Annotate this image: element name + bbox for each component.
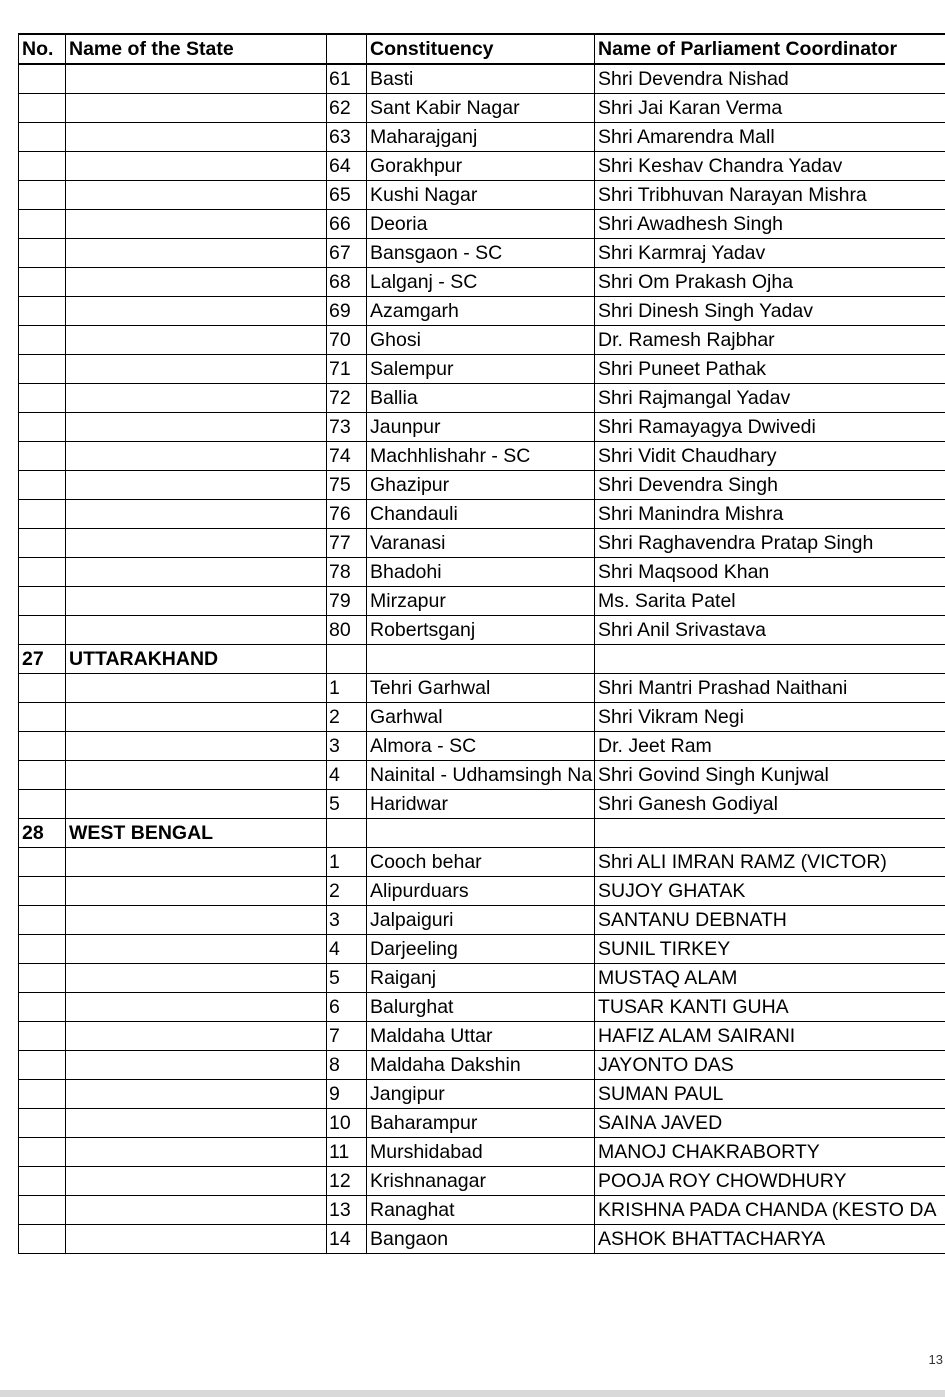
cell-constituency: Sant Kabir Nagar [367, 94, 595, 123]
header-coordinator: Name of Parliament Coordinator [595, 34, 945, 64]
table-row [19, 732, 945, 761]
cell-constituency: Gorakhpur [367, 152, 595, 181]
cell-constituency: Basti [367, 64, 595, 94]
cell-num [327, 645, 367, 674]
cell-constituency: Jalpaiguri [367, 906, 595, 935]
table-row [19, 674, 945, 703]
cell-no [19, 848, 66, 877]
table-row [19, 1051, 945, 1080]
table-row [19, 268, 945, 297]
table-row [19, 558, 945, 587]
cell-constituency: Ghazipur [367, 471, 595, 500]
cell-no [19, 1138, 66, 1167]
cell-constituency: Alipurduars [367, 877, 595, 906]
cell-coordinator: SAINA JAVED [595, 1109, 945, 1138]
cell-state: WEST BENGAL [66, 819, 327, 848]
cell-state [66, 935, 327, 964]
cell-num: 61 [327, 64, 367, 94]
cell-constituency: Chandauli [367, 500, 595, 529]
cell-no [19, 529, 66, 558]
cell-constituency: Bhadohi [367, 558, 595, 587]
table-row [19, 906, 945, 935]
cell-num: 63 [327, 123, 367, 152]
cell-constituency: Cooch behar [367, 848, 595, 877]
cell-state [66, 1196, 327, 1225]
table-row [19, 848, 945, 877]
cell-num: 5 [327, 790, 367, 819]
cell-constituency: Robertsganj [367, 616, 595, 645]
cell-num: 80 [327, 616, 367, 645]
cell-state [66, 877, 327, 906]
table-row [19, 239, 945, 268]
cell-constituency: Varanasi [367, 529, 595, 558]
cell-constituency: Ghosi [367, 326, 595, 355]
table-row [19, 587, 945, 616]
cell-num: 11 [327, 1138, 367, 1167]
cell-no [19, 384, 66, 413]
cell-constituency: Jaunpur [367, 413, 595, 442]
cell-coordinator: Shri Jai Karan Verma [595, 94, 945, 123]
table-row [19, 442, 945, 471]
cell-no [19, 1080, 66, 1109]
cell-no [19, 761, 66, 790]
cell-no [19, 210, 66, 239]
cell-coordinator: SUMAN PAUL [595, 1080, 945, 1109]
cell-constituency: Azamgarh [367, 297, 595, 326]
cell-num: 68 [327, 268, 367, 297]
cell-state [66, 790, 327, 819]
cell-num: 1 [327, 848, 367, 877]
cell-no [19, 790, 66, 819]
cell-state [66, 413, 327, 442]
cell-coordinator: Ms. Sarita Patel [595, 587, 945, 616]
table-row [19, 616, 945, 645]
cell-constituency: Maldaha Uttar [367, 1022, 595, 1051]
table-row [19, 1225, 945, 1254]
cell-no [19, 732, 66, 761]
cell-num: 66 [327, 210, 367, 239]
cell-coordinator: HAFIZ ALAM SAIRANI [595, 1022, 945, 1051]
state-row [19, 645, 945, 674]
cell-num: 2 [327, 877, 367, 906]
cell-num: 69 [327, 297, 367, 326]
coordinator-table-container [18, 33, 945, 1254]
cell-num: 74 [327, 442, 367, 471]
cell-coordinator: POOJA ROY CHOWDHURY [595, 1167, 945, 1196]
cell-state [66, 94, 327, 123]
cell-no [19, 181, 66, 210]
cell-no [19, 239, 66, 268]
cell-constituency: Mirzapur [367, 587, 595, 616]
cell-no [19, 1196, 66, 1225]
cell-coordinator [595, 645, 945, 674]
cell-no [19, 1225, 66, 1254]
cell-coordinator: Shri ALI IMRAN RAMZ (VICTOR) [595, 848, 945, 877]
cell-coordinator: Dr. Ramesh Rajbhar [595, 326, 945, 355]
cell-coordinator: Shri Amarendra Mall [595, 123, 945, 152]
cell-no: 27 [19, 645, 66, 674]
state-row [19, 819, 945, 848]
cell-constituency: Lalganj - SC [367, 268, 595, 297]
cell-coordinator: Shri Rajmangal Yadav [595, 384, 945, 413]
table-row [19, 181, 945, 210]
cell-num: 4 [327, 761, 367, 790]
cell-num: 12 [327, 1167, 367, 1196]
cell-num: 76 [327, 500, 367, 529]
cell-coordinator: Shri Devendra Singh [595, 471, 945, 500]
cell-constituency [367, 819, 595, 848]
cell-no [19, 993, 66, 1022]
cell-state [66, 355, 327, 384]
cell-coordinator: TUSAR KANTI GUHA [595, 993, 945, 1022]
cell-no: 28 [19, 819, 66, 848]
cell-state [66, 732, 327, 761]
cell-coordinator: Shri Karmraj Yadav [595, 239, 945, 268]
cell-coordinator: Shri Anil Srivastava [595, 616, 945, 645]
cell-state [66, 906, 327, 935]
cell-no [19, 964, 66, 993]
cell-num: 7 [327, 1022, 367, 1051]
header-state: Name of the State [66, 34, 327, 64]
cell-num: 71 [327, 355, 367, 384]
cell-coordinator: SUNIL TIRKEY [595, 935, 945, 964]
table-row [19, 1138, 945, 1167]
cell-coordinator: SUJOY GHATAK [595, 877, 945, 906]
cell-num: 10 [327, 1109, 367, 1138]
cell-constituency: Bangaon [367, 1225, 595, 1254]
cell-num: 2 [327, 703, 367, 732]
cell-constituency: Jangipur [367, 1080, 595, 1109]
cell-no [19, 268, 66, 297]
cell-constituency: Deoria [367, 210, 595, 239]
cell-coordinator: MUSTAQ ALAM [595, 964, 945, 993]
cell-state [66, 993, 327, 1022]
header-num [327, 34, 367, 64]
cell-num: 14 [327, 1225, 367, 1254]
cell-no [19, 877, 66, 906]
cell-state [66, 1225, 327, 1254]
cell-num: 8 [327, 1051, 367, 1080]
cell-num: 9 [327, 1080, 367, 1109]
cell-coordinator: Shri Devendra Nishad [595, 64, 945, 94]
cell-state [66, 848, 327, 877]
cell-state [66, 1138, 327, 1167]
cell-num: 78 [327, 558, 367, 587]
cell-num: 62 [327, 94, 367, 123]
page-number: 13 [928, 1352, 943, 1367]
cell-state [66, 587, 327, 616]
cell-no [19, 152, 66, 181]
cell-state [66, 268, 327, 297]
cell-num: 1 [327, 674, 367, 703]
cell-no [19, 442, 66, 471]
cell-state [66, 1051, 327, 1080]
cell-coordinator: Shri Ganesh Godiyal [595, 790, 945, 819]
cell-constituency: Ranaghat [367, 1196, 595, 1225]
table-body [19, 64, 945, 1254]
cell-state [66, 152, 327, 181]
cell-no [19, 558, 66, 587]
table-row [19, 761, 945, 790]
cell-coordinator: Shri Om Prakash Ojha [595, 268, 945, 297]
cell-no [19, 123, 66, 152]
cell-coordinator: Shri Govind Singh Kunjwal [595, 761, 945, 790]
cell-num: 70 [327, 326, 367, 355]
table-row [19, 384, 945, 413]
cell-state [66, 210, 327, 239]
cell-num: 64 [327, 152, 367, 181]
cell-coordinator: Shri Mantri Prashad Naithani [595, 674, 945, 703]
cell-num: 4 [327, 935, 367, 964]
cell-num: 75 [327, 471, 367, 500]
cell-constituency: Maldaha Dakshin [367, 1051, 595, 1080]
cell-constituency: Bansgaon - SC [367, 239, 595, 268]
cell-no [19, 906, 66, 935]
cell-state [66, 326, 327, 355]
cell-no [19, 326, 66, 355]
cell-state [66, 529, 327, 558]
cell-coordinator: MANOJ CHAKRABORTY [595, 1138, 945, 1167]
cell-state [66, 616, 327, 645]
table-row [19, 413, 945, 442]
cell-state [66, 471, 327, 500]
cell-constituency [367, 645, 595, 674]
cell-state [66, 384, 327, 413]
cell-constituency: Kushi Nagar [367, 181, 595, 210]
table-row [19, 297, 945, 326]
cell-no [19, 1167, 66, 1196]
cell-state: UTTARAKHAND [66, 645, 327, 674]
cell-coordinator: Shri Ramayagya Dwivedi [595, 413, 945, 442]
cell-no [19, 1022, 66, 1051]
cell-coordinator: Shri Vidit Chaudhary [595, 442, 945, 471]
cell-constituency: Tehri Garhwal [367, 674, 595, 703]
cell-no [19, 355, 66, 384]
cell-no [19, 1051, 66, 1080]
table-row [19, 500, 945, 529]
cell-coordinator: ASHOK BHATTACHARYA [595, 1225, 945, 1254]
cell-state [66, 64, 327, 94]
cell-state [66, 703, 327, 732]
cell-state [66, 442, 327, 471]
table-row [19, 1022, 945, 1051]
cell-coordinator: Shri Maqsood Khan [595, 558, 945, 587]
cell-constituency: Baharampur [367, 1109, 595, 1138]
cell-no [19, 935, 66, 964]
table-row [19, 326, 945, 355]
table-row [19, 993, 945, 1022]
cell-num: 73 [327, 413, 367, 442]
cell-state [66, 1167, 327, 1196]
cell-no [19, 674, 66, 703]
table-row [19, 935, 945, 964]
cell-state [66, 239, 327, 268]
table-row [19, 790, 945, 819]
cell-coordinator: Shri Vikram Negi [595, 703, 945, 732]
cell-state [66, 500, 327, 529]
table-row [19, 355, 945, 384]
cell-num: 3 [327, 906, 367, 935]
cell-no [19, 413, 66, 442]
cell-constituency: Nainital - Udhamsingh Na [367, 761, 595, 790]
cell-coordinator: Dr. Jeet Ram [595, 732, 945, 761]
cell-coordinator: SANTANU DEBNATH [595, 906, 945, 935]
cell-no [19, 616, 66, 645]
cell-no [19, 1109, 66, 1138]
table-row [19, 964, 945, 993]
cell-no [19, 587, 66, 616]
cell-constituency: Garhwal [367, 703, 595, 732]
table-row [19, 94, 945, 123]
cell-constituency: Haridwar [367, 790, 595, 819]
table-row [19, 1080, 945, 1109]
cell-constituency: Raiganj [367, 964, 595, 993]
cell-constituency: Darjeeling [367, 935, 595, 964]
cell-state [66, 123, 327, 152]
cell-state [66, 674, 327, 703]
table-header-row [19, 34, 945, 64]
cell-coordinator: Shri Keshav Chandra Yadav [595, 152, 945, 181]
header-constituency: Constituency [367, 34, 595, 64]
cell-num: 67 [327, 239, 367, 268]
coordinator-table [18, 33, 945, 1254]
cell-constituency: Balurghat [367, 993, 595, 1022]
cell-state [66, 1109, 327, 1138]
cell-state [66, 1080, 327, 1109]
cell-num: 72 [327, 384, 367, 413]
cell-no [19, 500, 66, 529]
viewer-bottom-bar [0, 1390, 945, 1397]
table-row [19, 703, 945, 732]
cell-state [66, 181, 327, 210]
cell-num: 6 [327, 993, 367, 1022]
table-row [19, 529, 945, 558]
cell-no [19, 94, 66, 123]
cell-num [327, 819, 367, 848]
cell-num: 3 [327, 732, 367, 761]
cell-num: 65 [327, 181, 367, 210]
cell-constituency: Krishnanagar [367, 1167, 595, 1196]
cell-coordinator: KRISHNA PADA CHANDA (KESTO DA [595, 1196, 945, 1225]
cell-no [19, 64, 66, 94]
table-row [19, 123, 945, 152]
cell-constituency: Almora - SC [367, 732, 595, 761]
cell-coordinator: Shri Raghavendra Pratap Singh [595, 529, 945, 558]
table-row [19, 64, 945, 94]
cell-coordinator: Shri Dinesh Singh Yadav [595, 297, 945, 326]
table-row [19, 1196, 945, 1225]
cell-coordinator [595, 819, 945, 848]
table-row [19, 1109, 945, 1138]
cell-constituency: Machhlishahr - SC [367, 442, 595, 471]
cell-state [66, 558, 327, 587]
table-row [19, 471, 945, 500]
cell-constituency: Salempur [367, 355, 595, 384]
cell-coordinator: JAYONTO DAS [595, 1051, 945, 1080]
cell-no [19, 471, 66, 500]
table-row [19, 877, 945, 906]
cell-coordinator: Shri Awadhesh Singh [595, 210, 945, 239]
cell-state [66, 1022, 327, 1051]
cell-coordinator: Shri Puneet Pathak [595, 355, 945, 384]
cell-num: 79 [327, 587, 367, 616]
cell-no [19, 297, 66, 326]
cell-constituency: Maharajganj [367, 123, 595, 152]
table-row [19, 210, 945, 239]
cell-constituency: Ballia [367, 384, 595, 413]
header-no: No. [19, 34, 66, 64]
cell-state [66, 964, 327, 993]
cell-num: 13 [327, 1196, 367, 1225]
cell-no [19, 703, 66, 732]
cell-state [66, 761, 327, 790]
cell-constituency: Murshidabad [367, 1138, 595, 1167]
cell-coordinator: Shri Manindra Mishra [595, 500, 945, 529]
cell-num: 77 [327, 529, 367, 558]
cell-state [66, 297, 327, 326]
table-row [19, 1167, 945, 1196]
cell-num: 5 [327, 964, 367, 993]
table-row [19, 152, 945, 181]
cell-coordinator: Shri Tribhuvan Narayan Mishra [595, 181, 945, 210]
